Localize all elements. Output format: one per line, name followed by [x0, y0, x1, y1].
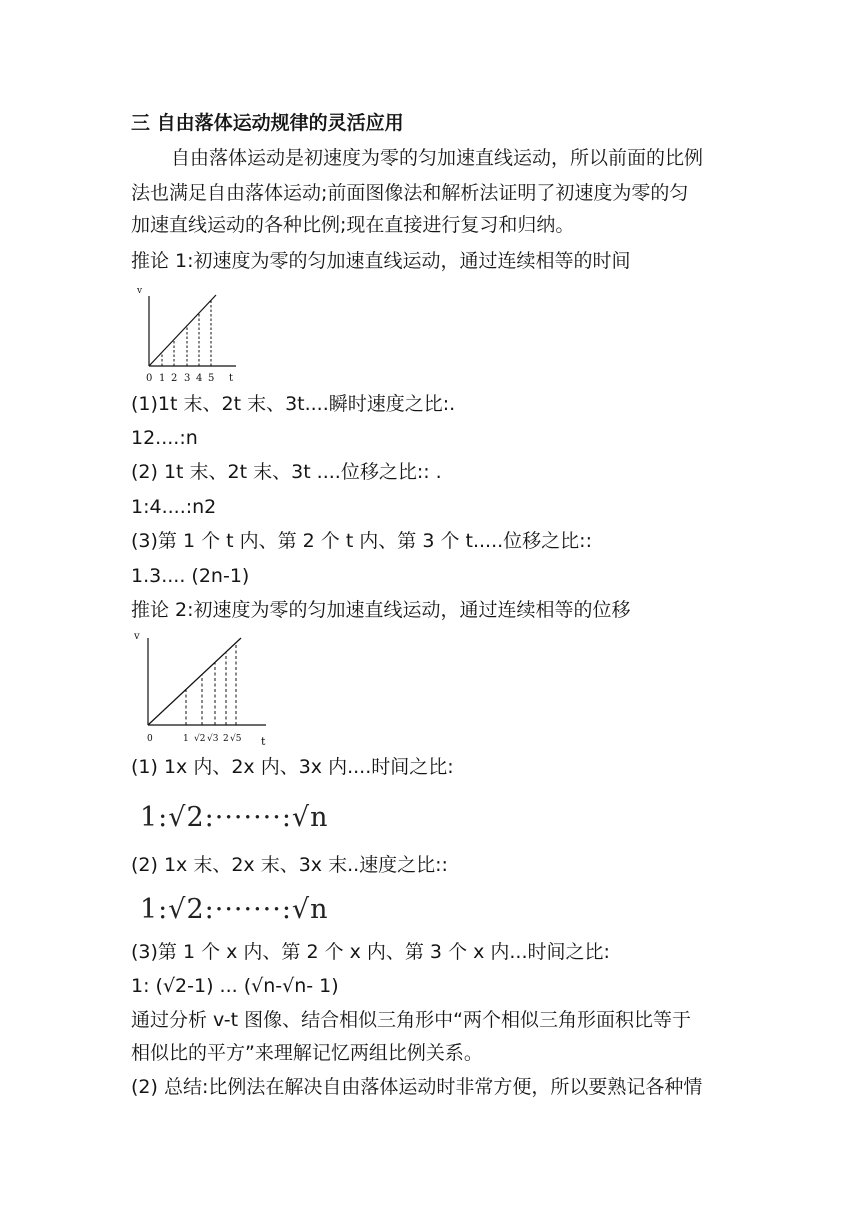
origin-label: 0	[147, 734, 153, 744]
velocity-line	[149, 295, 216, 366]
velocity-line	[148, 638, 241, 725]
tick-label: 0	[146, 373, 153, 384]
tick-label: √3	[207, 734, 219, 744]
x-axis-label: t	[229, 373, 234, 384]
tick-label: 2	[171, 373, 178, 384]
inference-1-title: 推论 1:初速度为零的匀加速直线运动，通过连续相等的时间	[131, 250, 631, 272]
intro-line-1: 自由落体运动是初速度为零的匀加速直线运动，所以前面的比例	[171, 147, 704, 169]
vt-graph-equal-displacement	[128, 628, 276, 748]
formula-velocity-ratio: 1:√2:·······:√n	[140, 894, 329, 925]
y-axis-label: v	[137, 286, 143, 296]
inference-2-item-1: (1) 1x 内、2x 内、3x 内....时间之比:	[131, 756, 454, 778]
inference-2-item-2: (2) 1x 末、2x 末、3x 末..速度之比::	[131, 854, 448, 876]
vt-graph-equal-time	[128, 282, 243, 386]
tick-label: 4	[196, 373, 203, 384]
intro-line-3: 加速直线运动的各种比例;现在直接进行复习和归纳。	[131, 214, 575, 236]
formula-time-ratio: 1:√2:·······:√n	[140, 802, 329, 833]
x-axis-label: t	[261, 735, 266, 748]
tick-label: 1	[183, 734, 189, 744]
inference-2-title: 推论 2:初速度为零的匀加速直线运动，通过连续相等的位移	[131, 599, 631, 621]
inference-1-item-2: (2) 1t 末、2t 末、3t ....位移之比:: .	[131, 461, 442, 483]
section-heading: 三 自由落体运动规律的灵活应用	[131, 112, 404, 134]
conclusion-line-1: 通过分析 v-t 图像、结合相似三角形中“两个相似三角形面积比等于	[131, 1009, 691, 1031]
tick-label: 1	[159, 373, 166, 384]
intro-line-2: 法也满足自由落体运动;前面图像法和解析法证明了初速度为零的匀	[131, 182, 689, 204]
tick-label: 5	[208, 373, 215, 384]
tick-label: 2	[223, 734, 229, 744]
inference-1-value-1: 12....:n	[131, 427, 198, 449]
inference-1-value-3: 1.3.... (2n-1)	[131, 565, 250, 587]
conclusion-line-2: 相似比的平方”来理解记忆两组比例关系。	[131, 1042, 483, 1064]
y-axis-label: v	[134, 631, 140, 642]
tick-label: √5	[230, 734, 242, 744]
inference-2-value-3: 1: (√2-1) ... (√n-√n- 1)	[131, 975, 339, 997]
tick-label: √2	[194, 734, 206, 744]
inference-1-value-2: 1:4....:n2	[131, 496, 217, 518]
inference-2-item-3: (3)第 1 个 x 内、第 2 个 x 内、第 3 个 x 内...时间之比:	[131, 941, 610, 963]
summary-line: (2) 总结:比例法在解决自由落体运动时非常方便，所以要熟记各种情	[131, 1076, 703, 1098]
tick-label: 3	[184, 373, 191, 384]
inference-1-item-1: (1)1t 末、2t 末、3t....瞬时速度之比:.	[131, 393, 456, 415]
inference-1-item-3: (3)第 1 个 t 内、第 2 个 t 内、第 3 个 t.....位移之比::	[131, 530, 592, 552]
